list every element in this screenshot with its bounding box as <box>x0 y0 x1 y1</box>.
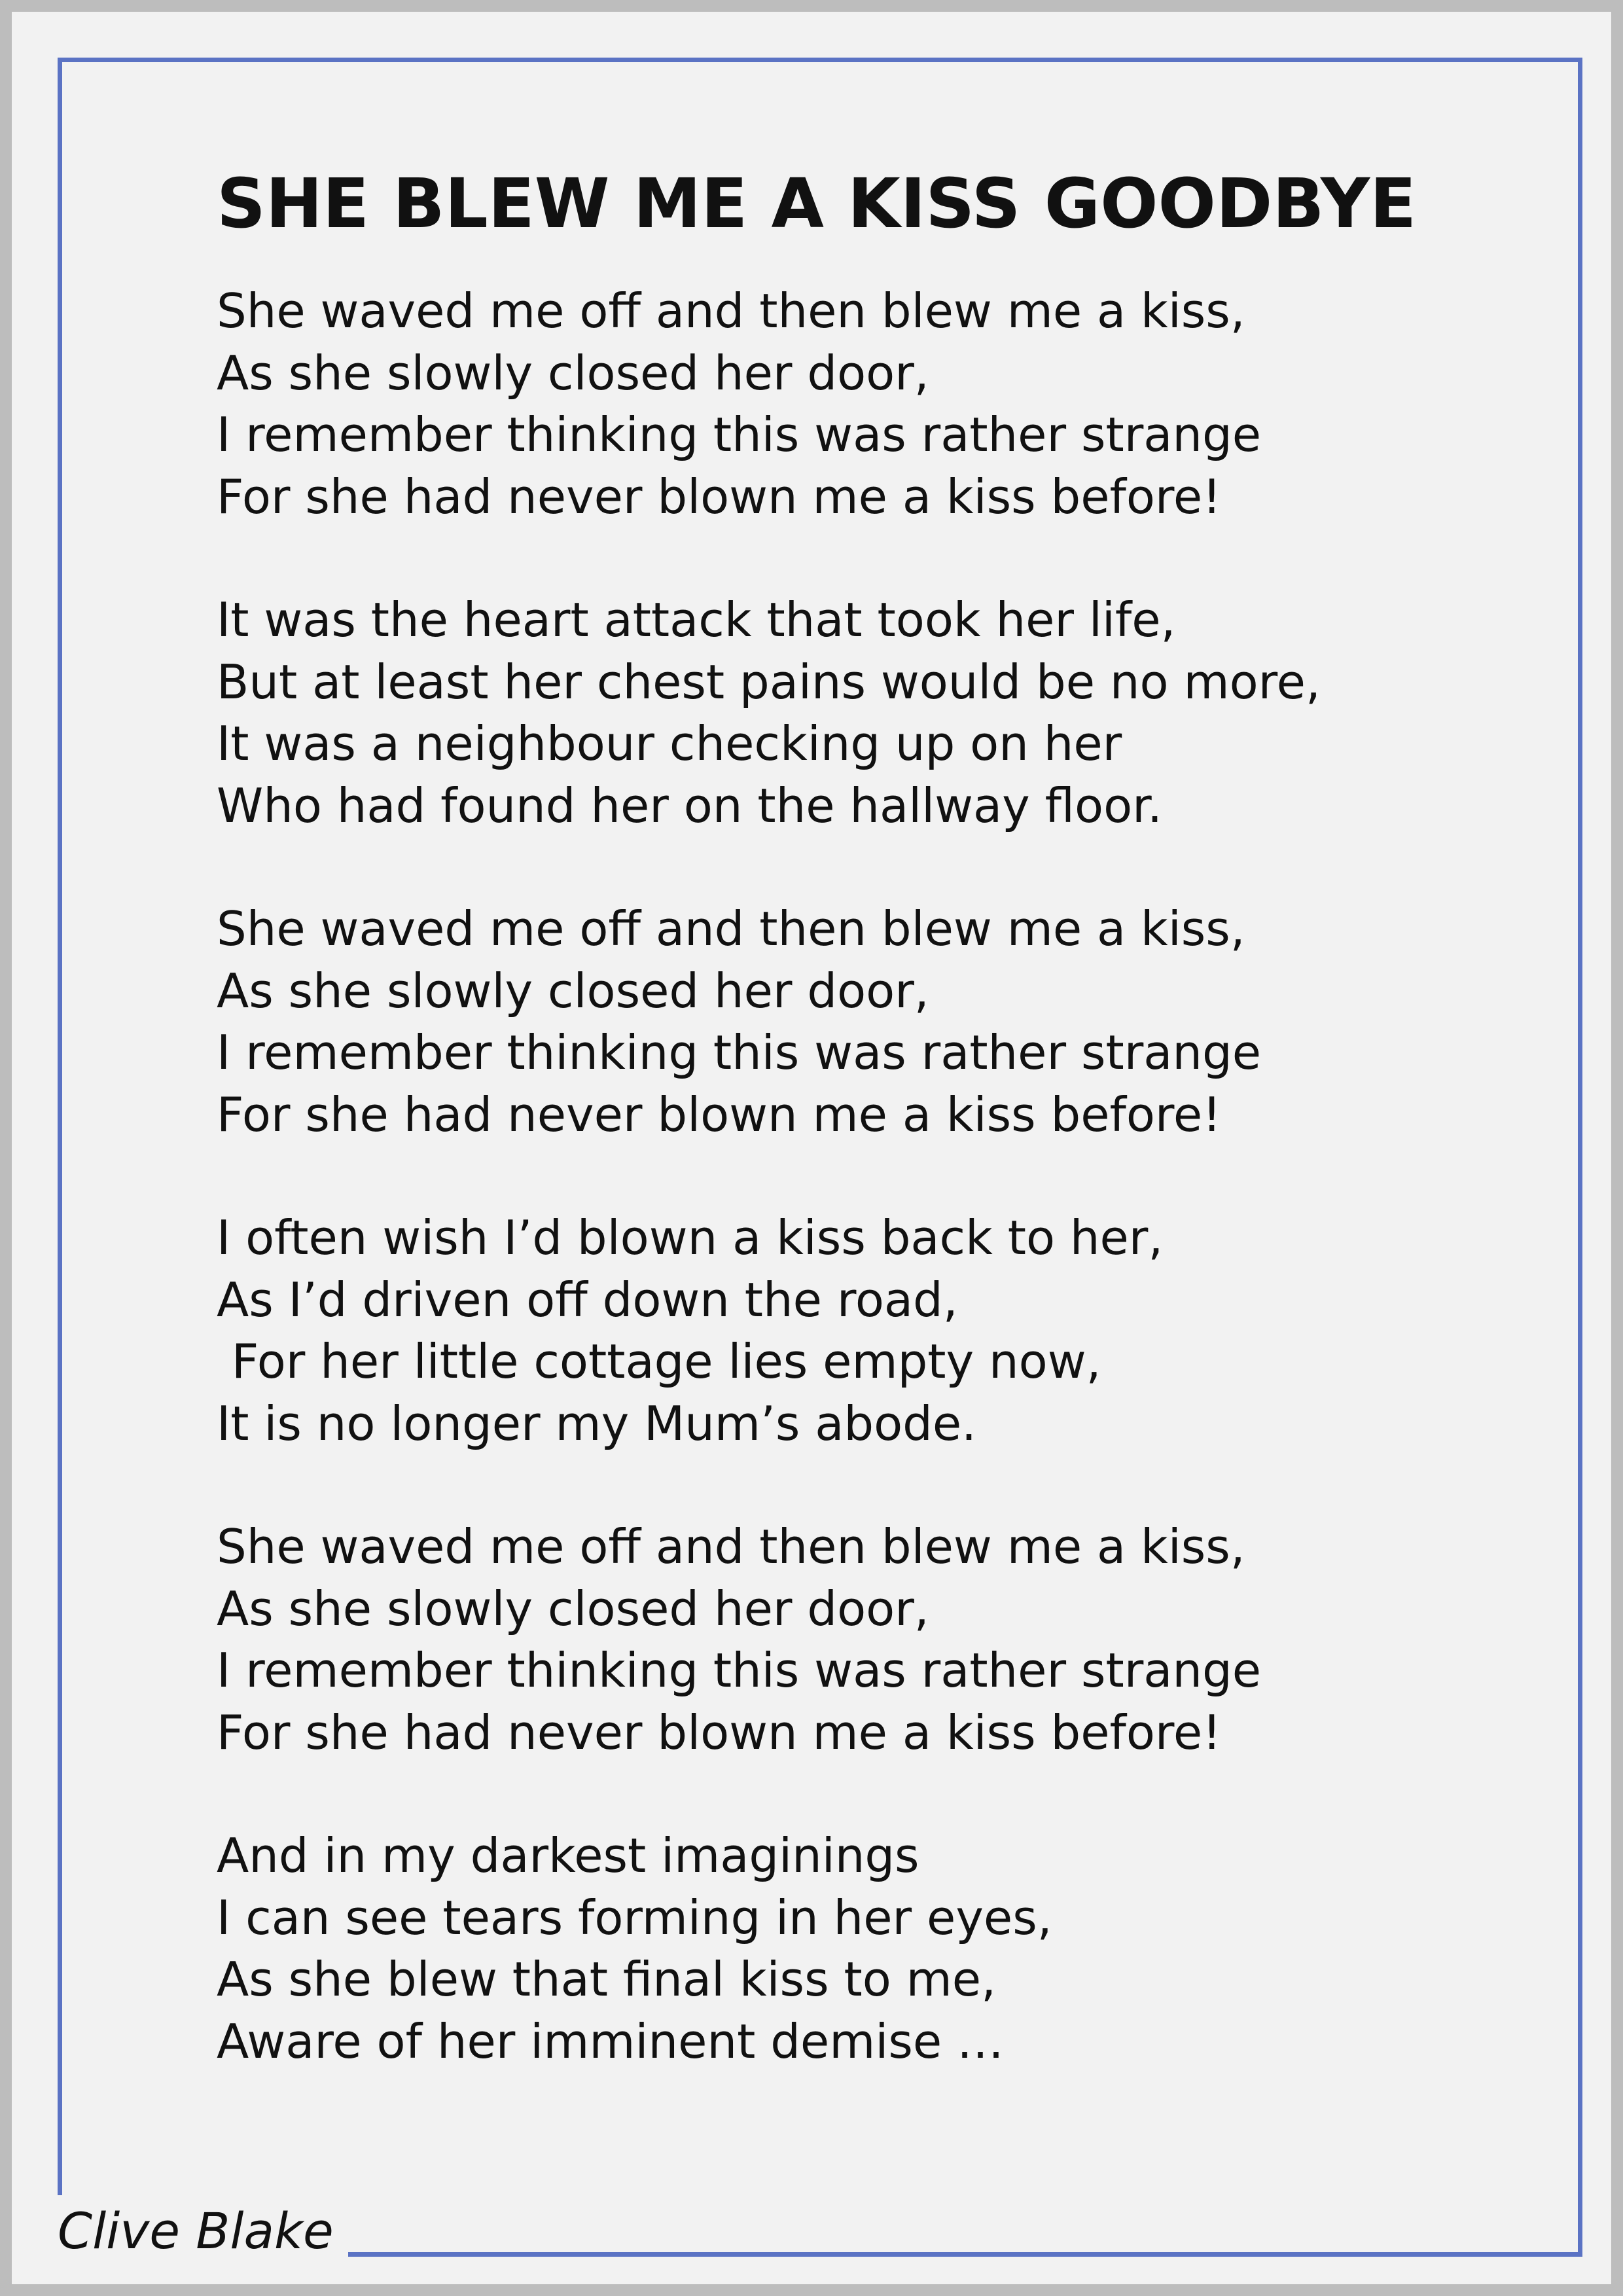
poem-content <box>217 161 1525 2134</box>
stanza-2 <box>217 589 1525 836</box>
poem-line: She waved me off and then blew me a kiss, <box>217 283 1245 338</box>
poem-line: Who had found her on the hallway floor. <box>217 778 1162 833</box>
stanza-5 <box>217 1516 1525 1763</box>
poem-line: As she blew that final kiss to me, <box>217 1952 996 2007</box>
stanza-6 <box>217 1825 1525 2072</box>
poem-line: As she slowly closed her door, <box>217 345 929 401</box>
poem-line: I remember thinking this was rather strange <box>217 1025 1262 1080</box>
stanza-4 <box>217 1207 1525 1454</box>
poem-line: For she had never blown me a kiss before! <box>217 1704 1222 1760</box>
poem-line: I remember thinking this was rather strange <box>217 407 1262 462</box>
poem-line: For her little cottage lies empty now, <box>217 1334 1101 1389</box>
stanza-3 <box>217 898 1525 1145</box>
poem-title: SHE BLEW ME A KISS GOODBYE <box>217 164 1417 243</box>
poem-line: I often wish I’d blown a kiss back to her, <box>217 1210 1164 1265</box>
poem-line: As I’d driven off down the road, <box>217 1272 958 1327</box>
poem-line: For she had never blown me a kiss before! <box>217 1086 1222 1142</box>
signature-block <box>38 2195 348 2267</box>
poem-line: For she had never blown me a kiss before! <box>217 469 1222 524</box>
poem-line: It is no longer my Mum’s abode. <box>217 1395 977 1451</box>
poem-body <box>217 280 1525 2072</box>
poem-line: I remember thinking this was rather strange <box>217 1643 1262 1698</box>
poem-line: But at least her chest pains would be no more, <box>217 654 1321 709</box>
poem-line: It was the heart attack that took her life, <box>217 592 1176 647</box>
poem-line: It was a neighbour checking up on her <box>217 716 1122 771</box>
poem-page <box>12 12 1611 2284</box>
poem-line: Aware of her imminent demise … <box>217 2013 1005 2069</box>
stanza-1 <box>217 280 1525 528</box>
poem-line: And in my darkest imaginings <box>217 1828 919 1883</box>
poem-line: She waved me off and then blew me a kiss, <box>217 1519 1245 1574</box>
poem-line: As she slowly closed her door, <box>217 1581 929 1636</box>
poem-line: She waved me off and then blew me a kiss, <box>217 901 1245 956</box>
poem-line: As she slowly closed her door, <box>217 963 929 1018</box>
author-signature: Clive Blake <box>58 2202 334 2260</box>
poem-line: I can see tears forming in her eyes, <box>217 1890 1052 1945</box>
